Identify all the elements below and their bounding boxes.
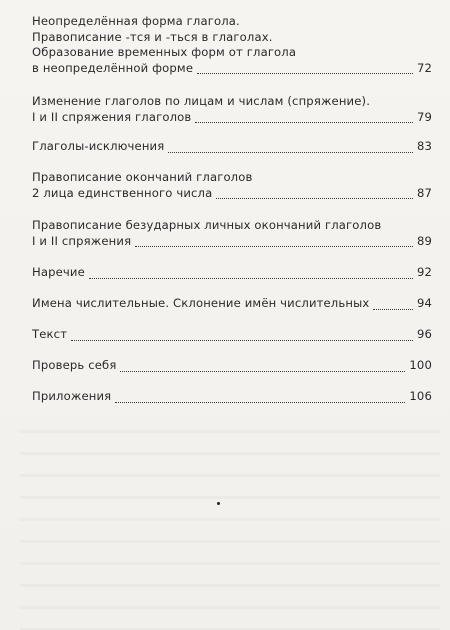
toc-entry bbox=[32, 327, 432, 343]
toc-entry bbox=[32, 389, 432, 405]
toc-entry bbox=[32, 358, 432, 374]
dot-leader bbox=[373, 300, 413, 310]
toc-entry-line: Правописание окончаний глаголов bbox=[32, 170, 253, 184]
toc-entry-line: Правописание -тся и -ться в глаголах. bbox=[32, 29, 273, 44]
toc-entry bbox=[32, 218, 432, 249]
toc-entry bbox=[32, 265, 432, 281]
toc-entry-line: Правописание безударных личных окончаний глаголов bbox=[32, 218, 382, 232]
toc-page-number: 92 bbox=[416, 265, 432, 279]
toc-entry-title: Наречие bbox=[32, 265, 85, 279]
dot-leader bbox=[197, 64, 413, 74]
toc-entry-line: Изменение глаголов по лицам и числам (спряжение). bbox=[32, 94, 371, 108]
toc-page-number: 83 bbox=[416, 139, 432, 153]
dot-leader bbox=[89, 269, 413, 279]
dot-leader bbox=[120, 362, 405, 372]
toc-entry-title: Проверь себя bbox=[32, 358, 117, 372]
toc-entry bbox=[32, 296, 432, 312]
toc-entry-title: в неопределённой форме bbox=[32, 60, 194, 75]
toc-entry bbox=[32, 170, 432, 201]
dot-leader bbox=[115, 393, 405, 403]
ink-speck bbox=[217, 502, 220, 505]
dot-leader bbox=[168, 143, 413, 153]
toc-page-number: 72 bbox=[416, 60, 432, 75]
dot-leader bbox=[71, 331, 413, 341]
toc-entry-title: Глаголы-исключения bbox=[32, 139, 165, 153]
show-through-text bbox=[20, 420, 440, 630]
dot-leader bbox=[195, 113, 413, 123]
toc-entry-line: Неопределённая форма глагола. bbox=[32, 14, 240, 28]
toc-entry-title: Приложения bbox=[32, 389, 112, 403]
dot-leader bbox=[216, 189, 413, 199]
toc-entry bbox=[32, 139, 432, 155]
toc-entry-title: 2 лица единственного числа bbox=[32, 185, 213, 200]
toc-page-number: 89 bbox=[416, 233, 432, 248]
toc-entry bbox=[32, 94, 432, 125]
toc-entry-title: Текст bbox=[32, 327, 68, 341]
toc-entry-line: Образование временных форм от глагола bbox=[32, 45, 297, 59]
toc-entry-title: I и II спряжения bbox=[32, 233, 132, 248]
toc-page-number: 94 bbox=[416, 296, 432, 310]
dot-leader bbox=[135, 237, 413, 247]
toc-entry bbox=[32, 14, 432, 76]
toc-page-number: 106 bbox=[409, 389, 432, 403]
toc-page-number: 87 bbox=[416, 185, 432, 200]
toc-page-number: 79 bbox=[416, 109, 432, 124]
toc-page-number: 100 bbox=[409, 358, 432, 372]
toc-entry-title: Имена числительные. Склонение имён числительных bbox=[32, 296, 370, 310]
toc-page-number: 96 bbox=[416, 327, 432, 341]
toc-entry-title: I и II спряжения глаголов bbox=[32, 109, 192, 124]
